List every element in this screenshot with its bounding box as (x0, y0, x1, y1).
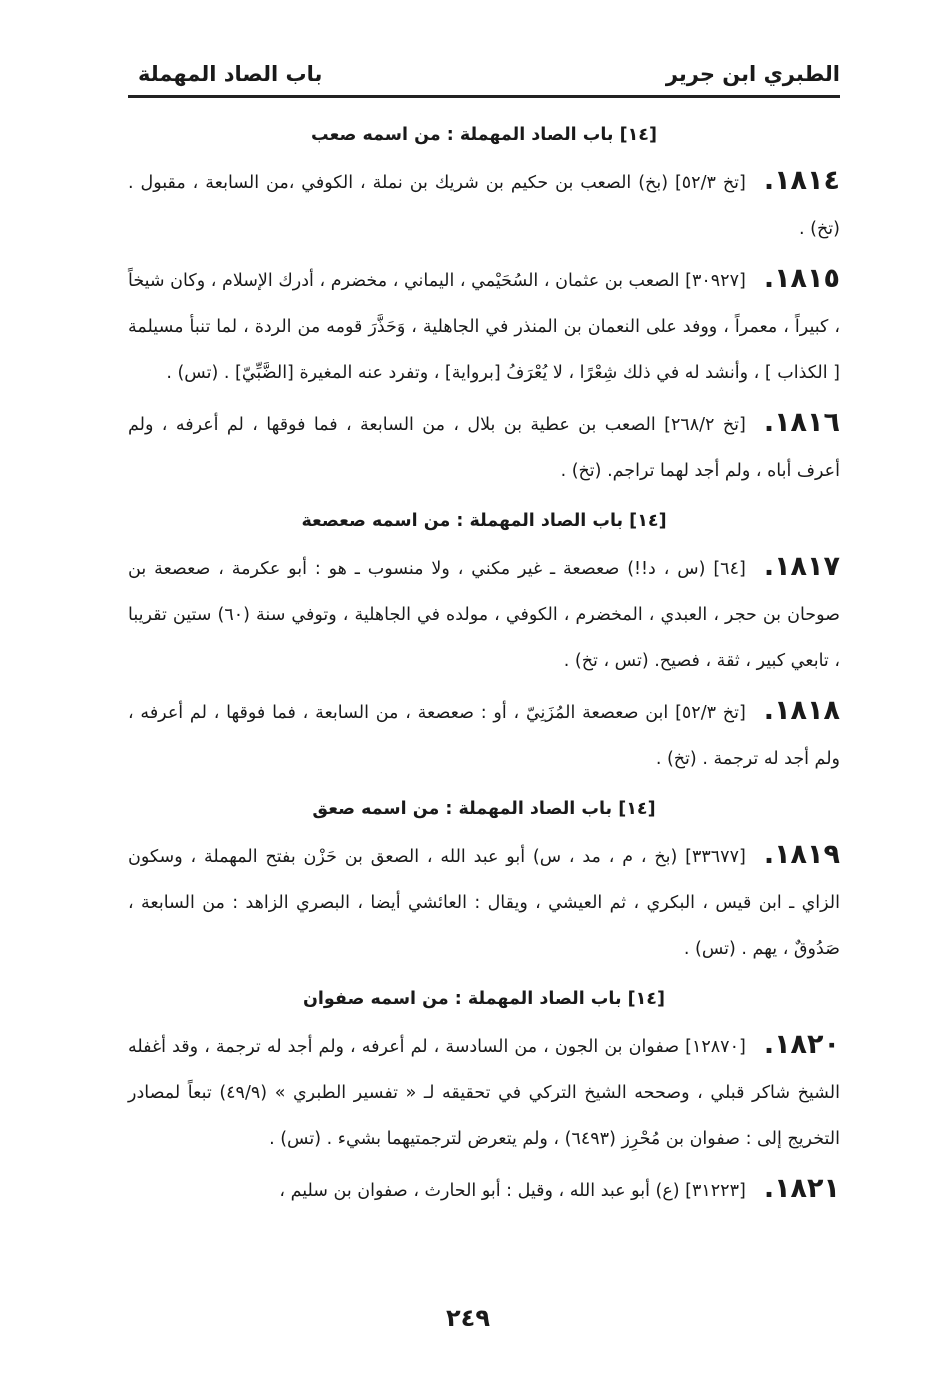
section-heading: [١٤] باب الصاد المهملة : من اسمه صفوان (302, 989, 665, 1009)
entry (128, 1022, 840, 1162)
entry-number: ١٨١٦. (763, 407, 840, 438)
section-heading: [١٤] باب الصاد المهملة : من اسمه صعب (311, 125, 657, 145)
header-chapter-title: باب الصاد المهملة (138, 62, 323, 86)
entry (128, 832, 840, 972)
entry-text: [٣١٢٢٣] (ع) أبو عبد الله ، وقيل : أبو الحارث ، صفوان بن سليم ، (279, 1181, 746, 1201)
entry-text: [٦٤] (س ، د!!) صعصعة ـ غير مكني ، ولا منسوب ـ هو : أبو عكرمة ، صعصعة بن صوحان بن حجر ، العبدي ، المخضرم ، الكوفي ، مولده في الجاهلية ، وتوفي سنة (٦٠) ستين تقريبا ، تابعي كبير ، ثقة ، فصيح. (تس ، تخ) . (128, 559, 840, 671)
header-book-title: الطبري ابن جرير (665, 62, 840, 86)
entry-number: ١٨٢١. (763, 1173, 840, 1204)
entry (128, 1166, 840, 1214)
entry-text: [تخ ٥٢/٣] (بخ) الصعب بن حكيم بن شريك بن نملة ، الكوفي ،من السابعة ، مقبول . (تخ) . (128, 173, 840, 239)
entry (128, 256, 840, 396)
entry-text: [٣٠٩٢٧] الصعب بن عثمان ، السُحَيْمي ، اليماني ، مخضرم ، أدرك الإسلام ، وكان شيخاً ، كبيراً ، معمراً ، ووفد على النعمان بن المنذر في الجاهلية ، وَحَذَّرَ قومه من الردة ، لما تنبأ مسيلمة [ الكذاب ] ، وأنشد له في ذلك شِعْرًا ، لا يُعْرَفُ [برواية] ، وتفرد عنه المغيرة [الضَّبِّيّ] . (تس) . (128, 271, 840, 383)
entry-number: ١٨١٤. (763, 165, 840, 196)
entry-number: ١٨١٩. (763, 839, 840, 870)
entry-text: [تخ ٢٦٨/٢] الصعب بن عطية بن بلال ، من السابعة ، فما فوقها ، لم أعرفه ، ولم أعرف أباه ، ولم أجد لهما تراجم. (تخ) . (128, 415, 840, 481)
entry-text: [تخ ٥٢/٣] ابن صعصعة المُزَنِيّ ، أو : صعصعة ، من السابعة ، فما فوقها ، لم أعرفه ، ولم أجد له ترجمة . (تخ) . (128, 703, 840, 769)
entry (128, 400, 840, 494)
entry (128, 544, 840, 684)
section-heading: [١٤] باب الصاد المهملة : من اسمه صعق (312, 799, 656, 819)
entry (128, 158, 840, 252)
main-text (128, 112, 840, 1214)
entry-text: [٣٣٦٧٧] (بخ ، م ، مد ، س) أبو عبد الله ، الصعق بن حَزْن بفتح المهملة ، وسكون الزاي ـ ابن قيس ، البكري ، ثم العيشي ، ويقال : العائشي أيضا ، البصري الزاهد : من السابعة ، صَدُوقٌ ، يهم . (تس) . (128, 847, 840, 959)
entry (128, 688, 840, 782)
running-header (128, 54, 840, 94)
entry-number: ١٨١٧. (763, 551, 840, 582)
entry-number: ١٨٢٠. (763, 1029, 840, 1060)
header-rule (128, 95, 840, 98)
entry-number: ١٨١٨. (763, 695, 840, 726)
section-heading: [١٤] باب الصاد المهملة : من اسمه صعصعة (301, 511, 667, 531)
entry-text: [١٢٨٧٠] صفوان بن الجون ، من السادسة ، لم أعرفه ، ولم أجد له ترجمة ، وقد أغفله الشيخ شاكر قبلي ، وصححه الشيخ التركي في تحقيقه لـ « تفسير الطبري » (٤٩/٩) تبعاً لمصادر التخريج إلى : صفوان بن مُحْرِز (٦٤٩٣) ، ولم يتعرض لترجمتيهما بشيء . (تس) . (128, 1037, 840, 1149)
page-number: ٢٤٩ (446, 1304, 490, 1332)
entry-number: ١٨١٥. (763, 263, 840, 294)
